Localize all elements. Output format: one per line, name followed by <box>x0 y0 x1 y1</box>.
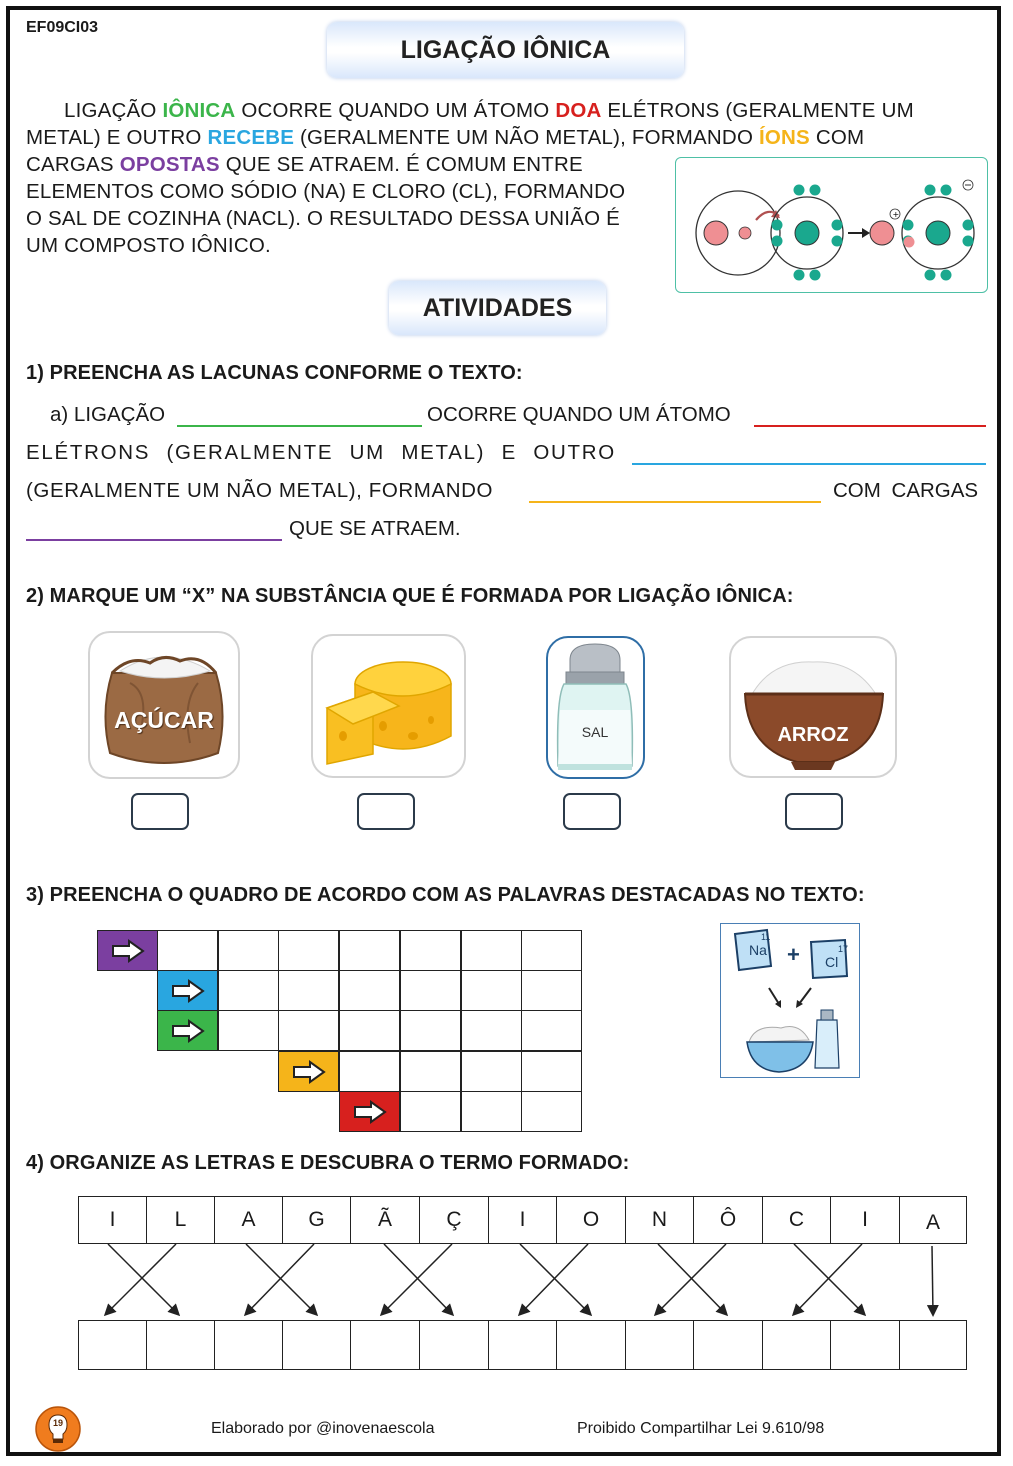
answer-cell[interactable] <box>146 1320 215 1370</box>
grid-cell[interactable] <box>278 930 339 971</box>
answer-cell[interactable] <box>78 1320 147 1370</box>
scramble-letter: Ô <box>693 1196 763 1244</box>
intro-text: METAL) E OUTRO <box>26 126 202 149</box>
keyword-doa: DOA <box>555 99 602 122</box>
grid-cell[interactable] <box>339 1051 400 1092</box>
scramble-letter: I <box>830 1196 900 1244</box>
arrow-right-icon <box>353 1100 387 1124</box>
keyword-ionica: IÔNICA <box>162 99 236 122</box>
answer-cell[interactable] <box>762 1320 831 1370</box>
scramble-letter: I <box>78 1196 147 1244</box>
rice-bowl-icon <box>731 638 895 776</box>
arrow-right-icon <box>111 939 145 963</box>
intro-line-6: UM COMPOSTO IÔNICO. <box>26 234 271 257</box>
scramble-letter: I <box>488 1196 557 1244</box>
scramble-letter: O <box>556 1196 626 1244</box>
scramble-letter: Ã <box>350 1196 420 1244</box>
doc-code: EF09CI03 <box>26 19 99 36</box>
scramble-letter: L <box>146 1196 215 1244</box>
question-1-heading: 1) PREENCHA AS LACUNAS CONFORME O TEXTO: <box>26 362 523 384</box>
footer-legal: Proibido Compartilhar Lei 9.610/98 <box>577 1420 825 1437</box>
logo-number: 19 <box>52 1418 63 1428</box>
intro-text: (GERALMENTE UM NÃO METAL), FORMANDO <box>300 126 754 149</box>
page-title: LIGAÇÃO IÔNICA <box>327 22 684 78</box>
option-sugar-card[interactable] <box>88 631 240 779</box>
q1-text-3: (GERALMENTE UM NÃO METAL), FORMANDO <box>26 479 494 502</box>
q1-text-1: OCORRE QUANDO UM ÁTOMO <box>427 403 731 426</box>
checkbox-cheese[interactable] <box>357 793 415 830</box>
grid-cell[interactable] <box>521 1091 582 1132</box>
grid-cell[interactable] <box>461 1091 522 1132</box>
keyword-opostas: OPOSTAS <box>119 153 220 176</box>
nacl-illustration <box>720 923 860 1078</box>
q1-text-4: COM CARGAS <box>833 479 979 502</box>
swap-arrows <box>0 1240 1013 1324</box>
checkbox-salt[interactable] <box>563 793 621 830</box>
q1-text-2: ELÉTRONS (GERALMENTE UM METAL) E OUTRO <box>26 441 616 464</box>
grid-cell[interactable] <box>461 970 522 1011</box>
sugar-sack-icon <box>90 633 238 777</box>
q1-a-label: a) LIGAÇÃO <box>50 403 166 426</box>
element-cl-number: 17 <box>838 944 849 954</box>
grid-cell[interactable] <box>461 930 522 971</box>
arrow-right-icon <box>292 1060 326 1084</box>
question-4-heading: 4) ORGANIZE AS LETRAS E DESCUBRA O TERMO FORMADO: <box>26 1152 630 1174</box>
grid-cell[interactable] <box>461 1051 522 1092</box>
lightbulb-logo-icon <box>33 1405 83 1452</box>
grid-cell[interactable] <box>521 970 582 1011</box>
grid-cell[interactable] <box>521 1010 582 1051</box>
grid-cell[interactable] <box>218 970 279 1011</box>
question-2-heading: 2) MARQUE UM “X” NA SUBSTÂNCIA QUE É FORMADA POR LIGAÇÃO IÔNICA: <box>26 585 794 607</box>
svg-text:+: + <box>787 942 800 967</box>
answer-cell[interactable] <box>625 1320 694 1370</box>
grid-cell[interactable] <box>339 970 400 1011</box>
rice-label: ARROZ <box>777 724 849 746</box>
blank-doa[interactable] <box>754 425 986 427</box>
footer-author: Elaborado por @inovenaescola <box>211 1420 435 1437</box>
arrow-right-icon <box>171 1019 205 1043</box>
grid-cell[interactable] <box>400 970 461 1011</box>
grid-cell[interactable] <box>339 1010 400 1051</box>
answer-cell[interactable] <box>214 1320 283 1370</box>
intro-text: COM <box>815 126 865 149</box>
arrow-red <box>339 1091 400 1132</box>
grid-cell[interactable] <box>339 930 400 971</box>
grid-cell[interactable] <box>521 1051 582 1092</box>
intro-line-4: ELEMENTOS COMO SÓDIO (NA) E CLORO (CL), FORMANDO <box>26 180 626 203</box>
option-salt-card[interactable] <box>546 636 645 779</box>
element-na-symbol: Na <box>749 942 767 958</box>
checkbox-rice[interactable] <box>785 793 843 830</box>
grid-cell[interactable] <box>278 1010 339 1051</box>
scramble-letter: Ç <box>419 1196 489 1244</box>
blank-recebe[interactable] <box>632 463 986 465</box>
blank-opostas[interactable] <box>26 539 282 541</box>
grid-cell[interactable] <box>157 930 218 971</box>
intro-text: LIGAÇÃO <box>64 99 157 122</box>
keyword-ions: ÍONS <box>759 126 810 149</box>
keyword-recebe: RECEBE <box>207 126 295 149</box>
ion-formation-diagram <box>675 157 988 293</box>
grid-cell[interactable] <box>218 1010 279 1051</box>
intro-line-5: O SAL DE COZINHA (NACL). O RESULTADO DESSA UNIÃO É <box>26 207 620 230</box>
svg-text:+: + <box>892 210 900 219</box>
answer-cell[interactable] <box>830 1320 900 1370</box>
scramble-letter: A <box>899 1196 967 1244</box>
intro-line-1 <box>26 97 987 124</box>
atoms-illustration <box>676 158 986 291</box>
blank-ionica[interactable] <box>177 425 422 427</box>
scramble-letter: N <box>625 1196 694 1244</box>
grid-cell[interactable] <box>278 970 339 1011</box>
arrow-yellow <box>278 1051 339 1092</box>
intro-text: ELÉTRONS (GERALMENTE UM <box>607 99 914 122</box>
answer-cell[interactable] <box>282 1320 351 1370</box>
scramble-letter: C <box>762 1196 831 1244</box>
cheese-icon <box>313 636 464 776</box>
scramble-letter: A <box>214 1196 283 1244</box>
grid-cell[interactable] <box>400 1010 461 1051</box>
grid-cell[interactable] <box>521 930 582 971</box>
activities-title: ATIVIDADES <box>389 281 606 335</box>
salt-label: SAL <box>581 724 609 740</box>
grid-cell[interactable] <box>400 1091 461 1132</box>
intro-text: OCORRE QUANDO UM ÁTOMO <box>241 99 550 122</box>
grid-cell[interactable] <box>400 1051 461 1092</box>
arrow-right-icon <box>171 979 205 1003</box>
question-3-heading: 3) PREENCHA O QUADRO DE ACORDO COM AS PALAVRAS DESTACADAS NO TEXTO: <box>26 884 865 906</box>
answer-cell[interactable] <box>693 1320 763 1370</box>
grid-cell[interactable] <box>218 930 279 971</box>
arrow-blue <box>157 970 218 1011</box>
option-rice-card[interactable] <box>729 636 897 778</box>
sugar-label: AÇÚCAR <box>114 707 214 733</box>
element-na-number: 11 <box>761 932 771 942</box>
intro-line-3 <box>26 151 658 178</box>
answer-cell[interactable] <box>899 1320 967 1370</box>
intro-text: CARGAS <box>26 153 114 176</box>
inove-logo <box>33 1405 83 1452</box>
answer-cell[interactable] <box>488 1320 557 1370</box>
arrow-purple <box>97 930 158 971</box>
grid-cell[interactable] <box>461 1010 522 1051</box>
arrow-green <box>157 1010 218 1051</box>
element-cl-symbol: Cl <box>825 954 839 970</box>
q1-text-5: QUE SE ATRAEM. <box>289 517 461 540</box>
salt-shaker-icon <box>548 638 642 776</box>
answer-cell[interactable] <box>556 1320 626 1370</box>
scramble-letter: G <box>282 1196 351 1244</box>
answer-cell[interactable] <box>419 1320 489 1370</box>
answer-cell[interactable] <box>350 1320 420 1370</box>
blank-ions[interactable] <box>529 501 821 503</box>
option-cheese-card[interactable] <box>311 634 466 778</box>
checkbox-sugar[interactable] <box>131 793 189 830</box>
grid-cell[interactable] <box>400 930 461 971</box>
intro-line-2 <box>26 124 987 151</box>
intro-text: QUE SE ATRAEM. É COMUM ENTRE <box>225 153 583 176</box>
